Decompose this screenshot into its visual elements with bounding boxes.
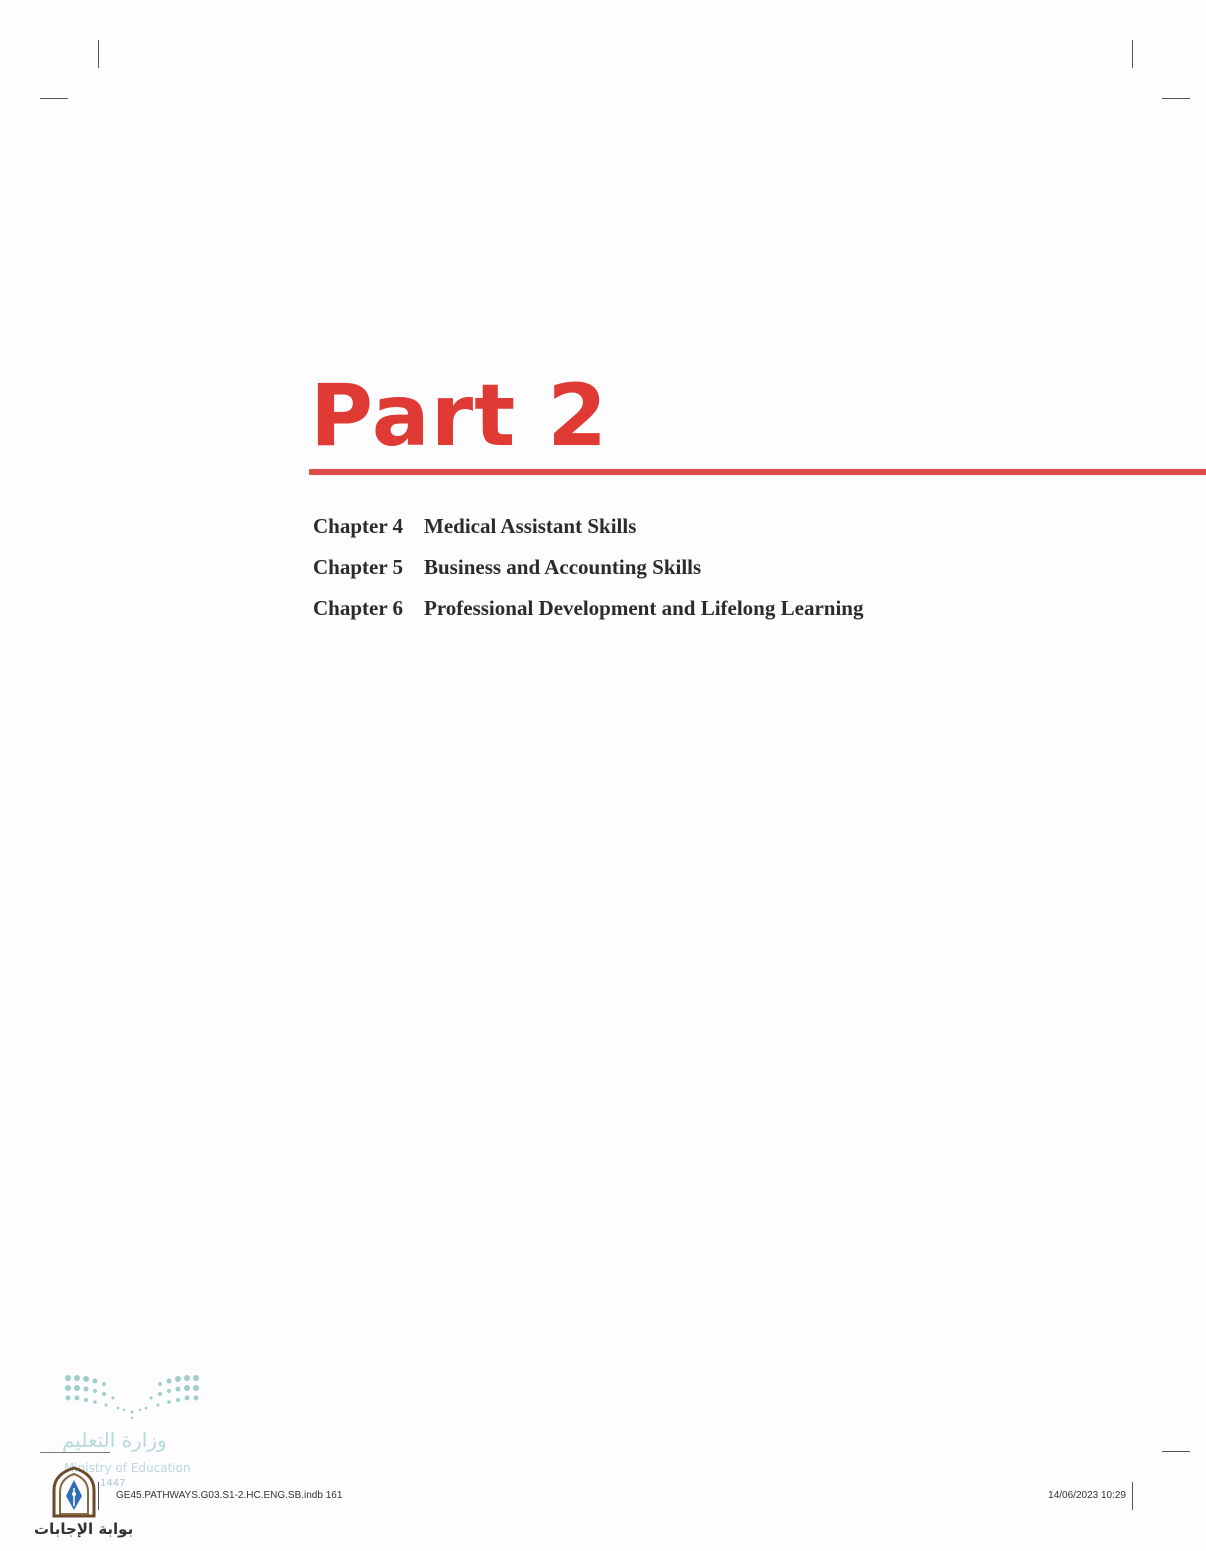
chapter-title: Professional Development and Lifelong Learning <box>424 596 864 620</box>
chapter-number: Chapter 5 <box>313 555 404 579</box>
crop-mark <box>98 1482 99 1510</box>
chapter-row <box>313 510 863 551</box>
crop-mark <box>1132 40 1133 68</box>
footer-rule <box>40 1452 110 1453</box>
crop-mark <box>98 40 99 68</box>
chapter-row <box>313 592 863 633</box>
chapter-number: Chapter 4 <box>313 514 404 538</box>
chapter-number: Chapter 6 <box>313 596 404 620</box>
ministry-dots-logo-icon <box>62 1372 202 1422</box>
crop-mark <box>1132 1482 1133 1510</box>
ministry-name-english: Ministry of Education <box>64 1461 191 1475</box>
ministry-name-arabic: وزارة التعليم <box>62 1428 167 1452</box>
chapter-title: Medical Assistant Skills <box>424 514 637 538</box>
part-divider <box>309 469 1206 475</box>
crop-mark <box>40 98 68 99</box>
pen-nib-emblem-icon <box>50 1466 98 1518</box>
part-title: Part 2 <box>310 366 609 466</box>
crop-mark <box>1162 98 1190 99</box>
crop-mark <box>1162 1451 1190 1452</box>
file-slug: GE45.PATHWAYS.G03.S1-2.HC.ENG.SB.indb 161 <box>116 1490 343 1501</box>
date-slug: 14/06/2023 10:29 <box>1048 1490 1126 1501</box>
chapter-title: Business and Accounting Skills <box>424 555 702 579</box>
site-name: بوابة الإجابات <box>34 1520 134 1538</box>
chapter-row <box>313 551 863 592</box>
chapter-list <box>313 510 863 633</box>
ministry-year: 1447 <box>100 1478 126 1489</box>
